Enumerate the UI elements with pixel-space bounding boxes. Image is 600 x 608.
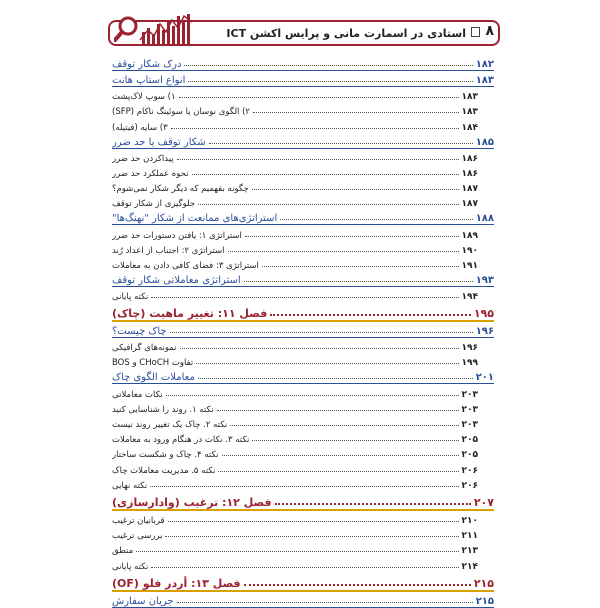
toc-entry-title: نحوه عملکرد حد ضرر xyxy=(112,168,189,179)
toc-page-number: ۱۸۳ xyxy=(475,75,494,86)
toc-page-number: ۲۰۱ xyxy=(475,372,494,384)
book-icon xyxy=(471,27,480,37)
toc-page-number: ۱۹۳ xyxy=(475,274,494,286)
toc-page-number: ۱۸۷ xyxy=(461,199,478,210)
toc-page-number: ۱۹۶ xyxy=(475,326,494,338)
toc-page-number: ۲۱۵ xyxy=(473,576,494,590)
dot-leader xyxy=(280,219,472,220)
toc-section-row[interactable] xyxy=(112,209,494,225)
toc-chapter-row[interactable] xyxy=(112,302,494,322)
toc-page-number: ۱۸۶ xyxy=(461,153,478,164)
toc-entry-row[interactable] xyxy=(112,87,494,102)
dot-leader xyxy=(245,236,459,237)
dot-leader xyxy=(253,112,459,113)
toc-page-number: ۲۱۰ xyxy=(461,515,478,526)
toc-entry-title: استراتژی ۳: فضای کافی دادن به معاملات xyxy=(112,260,259,271)
dot-leader xyxy=(165,536,458,537)
toc-entry-title: جریان سفارش xyxy=(112,595,174,607)
dot-leader xyxy=(171,128,459,129)
toc-entry-title: نکته ۲. چاک یک تغییر روند نیست xyxy=(112,420,228,430)
dot-leader xyxy=(209,143,473,144)
toc-chapter-row[interactable] xyxy=(112,491,494,511)
toc-entry-row[interactable] xyxy=(112,241,494,256)
toc-entry-title: استراتژی ۲: اجتناب از اعداد رُند xyxy=(112,245,225,256)
toc-page-number: ۱۸۸ xyxy=(475,213,494,225)
toc-entry-row[interactable] xyxy=(112,256,494,271)
dot-leader xyxy=(168,521,459,522)
toc-entry-row[interactable] xyxy=(112,430,494,445)
toc-entry-row[interactable] xyxy=(112,445,494,460)
toc-entry-title: فصل ۱۱: تغییر ماهیت (چاک) xyxy=(112,307,268,321)
toc-entry-row[interactable] xyxy=(112,164,494,179)
toc-page-number: ۱۸۴ xyxy=(461,122,478,133)
dot-leader xyxy=(177,602,473,603)
dot-leader xyxy=(230,425,458,426)
toc-entry-title: بررسی ترغیب xyxy=(112,531,163,542)
toc-entry-row[interactable] xyxy=(112,102,494,117)
dot-leader xyxy=(151,567,458,568)
dot-leader xyxy=(218,471,458,472)
toc-section-row[interactable] xyxy=(112,368,494,384)
toc-entry-title: استراتژی‌های ممانعت از شکار "نهنگ‌ها" xyxy=(112,213,278,225)
toc-entry-title: نکته ۵. مدیریت معاملات چاک xyxy=(112,465,216,476)
toc-entry-row[interactable] xyxy=(112,384,494,399)
dot-leader xyxy=(217,410,459,411)
toc-entry-row[interactable] xyxy=(112,225,494,240)
dot-leader xyxy=(166,395,459,396)
dot-leader xyxy=(177,159,459,160)
toc-entry-title: نکته ۱. روند را شناسایی کنید xyxy=(112,404,214,415)
dot-leader xyxy=(198,204,458,205)
dot-leader xyxy=(180,348,459,349)
toc-entry-title: استراتژی ۱: یافتن دستورات حد ضرر xyxy=(112,230,242,241)
dot-leader xyxy=(198,378,473,379)
toc-entry-title: قربانیان ترغیب xyxy=(112,515,165,526)
toc-page-number: ۱۹۹ xyxy=(461,358,478,369)
toc-page-number: ۲۰۵ xyxy=(461,435,478,446)
toc-page-number: ۲۰۳ xyxy=(461,404,478,415)
dot-leader xyxy=(150,486,458,487)
toc-page-number: ۱۸۶ xyxy=(461,168,478,179)
toc-entry-title: ۱) سوپ لاک‌پشت xyxy=(112,92,176,103)
toc-entry-title: چگونه بفهمیم که دیگر شکار نمی‌شوم؟ xyxy=(112,184,249,195)
dot-leader xyxy=(252,440,458,441)
dot-leader xyxy=(275,503,471,505)
toc-entry-title: استراتژی معاملاتی شکار توقف xyxy=(112,274,241,286)
toc-entry-title: ۳) سایه (فیتیله) xyxy=(112,122,168,133)
toc-section-row[interactable] xyxy=(112,271,494,287)
chart-magnifier-icon xyxy=(114,10,200,50)
toc-entry-title: نکته نهایی xyxy=(112,480,148,491)
toc-entry-title: نکات معاملاتی xyxy=(112,389,163,400)
toc-page-number: ۱۸۳ xyxy=(461,92,478,103)
toc-entry-title: نکته پایانی xyxy=(112,561,149,572)
toc-entry-title: انواع استاپ هانت xyxy=(112,75,186,86)
dot-leader xyxy=(252,189,459,190)
toc-page-number: ۲۱۱ xyxy=(461,531,478,542)
toc-entry-row[interactable] xyxy=(112,400,494,415)
toc-page-number: ۲۱۴ xyxy=(461,561,478,572)
toc-entry-row[interactable] xyxy=(112,338,494,353)
page-header xyxy=(108,10,500,48)
toc-page-number: ۱۹۴ xyxy=(461,292,478,303)
toc-entry-title: جلوگیری از شکار توقف xyxy=(112,199,196,210)
toc-entry-row[interactable] xyxy=(112,541,494,556)
dot-leader xyxy=(262,266,459,267)
toc-page-number: ۲۰۶ xyxy=(461,480,478,491)
toc-entry-title: ۲) الگوی نوسان یا سوئینگ ناکام (SFP) xyxy=(112,107,250,118)
dot-leader xyxy=(188,81,472,82)
toc-entry-row[interactable] xyxy=(112,149,494,164)
dot-leader xyxy=(228,251,459,252)
toc-entry-title: شکار توقف یا حد ضرر xyxy=(112,136,206,148)
toc-chapter-row[interactable] xyxy=(112,572,494,592)
toc-entry-title: نکته ۳. نکات در هنگام ورود به معاملات xyxy=(112,435,250,446)
toc-entry-title: منطق xyxy=(112,546,134,557)
toc-section-row[interactable] xyxy=(112,55,494,71)
dot-leader xyxy=(184,65,472,66)
dot-leader xyxy=(244,584,471,586)
toc-entry-row[interactable] xyxy=(112,415,494,430)
toc-entry-row[interactable] xyxy=(112,117,494,132)
page-number: ۸ xyxy=(485,23,494,39)
toc-page-number: ۲۰۳ xyxy=(461,389,478,400)
toc-entry-title: پیداکردن حد ضرر xyxy=(112,153,174,164)
toc-entry-title: درک شکار توقف xyxy=(112,59,182,70)
dot-leader xyxy=(222,455,459,456)
dot-leader xyxy=(196,363,458,364)
toc-entry-title: نکته ۴. چاک و شکست ساختار xyxy=(112,450,219,461)
toc-page-number: ۱۹۶ xyxy=(461,343,478,354)
dot-leader xyxy=(192,174,459,175)
toc-entry-title: فصل ۱۲: ترغیب (وادارسازی) xyxy=(112,495,272,509)
toc-page-number: ۲۰۷ xyxy=(473,495,494,509)
toc-entry-row[interactable] xyxy=(112,194,494,209)
header-title: استادی در اسمارت مانی و پرایس اکشن ICT xyxy=(226,27,466,40)
dot-leader xyxy=(136,551,458,552)
toc-page-number: ۲۰۶ xyxy=(461,465,478,476)
toc-entry-title: چاک چیست؟ xyxy=(112,326,167,338)
toc-page-number: ۱۸۵ xyxy=(475,136,494,148)
toc-entry-row[interactable] xyxy=(112,526,494,541)
toc-page-number: ۲۰۳ xyxy=(461,420,478,430)
toc-entry-title: نمونه‌های گرافیکی xyxy=(112,343,177,354)
toc-page-number: ۱۸۹ xyxy=(461,230,478,241)
toc-page-number: ۱۸۷ xyxy=(461,184,478,195)
table-of-contents xyxy=(112,55,494,608)
dot-leader xyxy=(244,281,473,282)
toc-entry-title: معاملات الگوی چاک xyxy=(112,372,195,384)
toc-page-number: ۱۹۱ xyxy=(461,260,478,271)
toc-page-number: ۲۰۵ xyxy=(461,450,478,461)
dot-leader xyxy=(270,314,471,316)
dot-leader xyxy=(170,332,473,333)
toc-entry-row[interactable] xyxy=(112,556,494,571)
toc-entry-title: فصل ۱۳: أردر فلو (OF) xyxy=(112,576,241,590)
toc-section-row[interactable] xyxy=(112,133,494,149)
toc-entry-row[interactable] xyxy=(112,353,494,368)
toc-page-number: ۲۱۳ xyxy=(461,546,478,557)
toc-page-number: ۱۸۲ xyxy=(475,59,494,70)
toc-entry-row[interactable] xyxy=(112,476,494,491)
dot-leader xyxy=(179,97,459,98)
toc-page-number: ۱۸۳ xyxy=(461,107,478,118)
toc-page-number: ۲۱۵ xyxy=(475,595,494,607)
toc-page-number: ۱۹۰ xyxy=(461,245,478,256)
toc-section-row[interactable] xyxy=(112,322,494,338)
toc-section-row[interactable] xyxy=(112,71,494,87)
toc-page-number: ۱۹۵ xyxy=(473,307,494,321)
toc-entry-row[interactable] xyxy=(112,179,494,194)
dot-leader xyxy=(151,297,458,298)
toc-entry-row[interactable] xyxy=(112,511,494,526)
toc-entry-row[interactable] xyxy=(112,460,494,475)
toc-entry-title: تفاوت CHoCH و BOS xyxy=(112,358,194,369)
toc-entry-row[interactable] xyxy=(112,287,494,302)
toc-entry-title: نکته پایانی xyxy=(112,292,149,303)
